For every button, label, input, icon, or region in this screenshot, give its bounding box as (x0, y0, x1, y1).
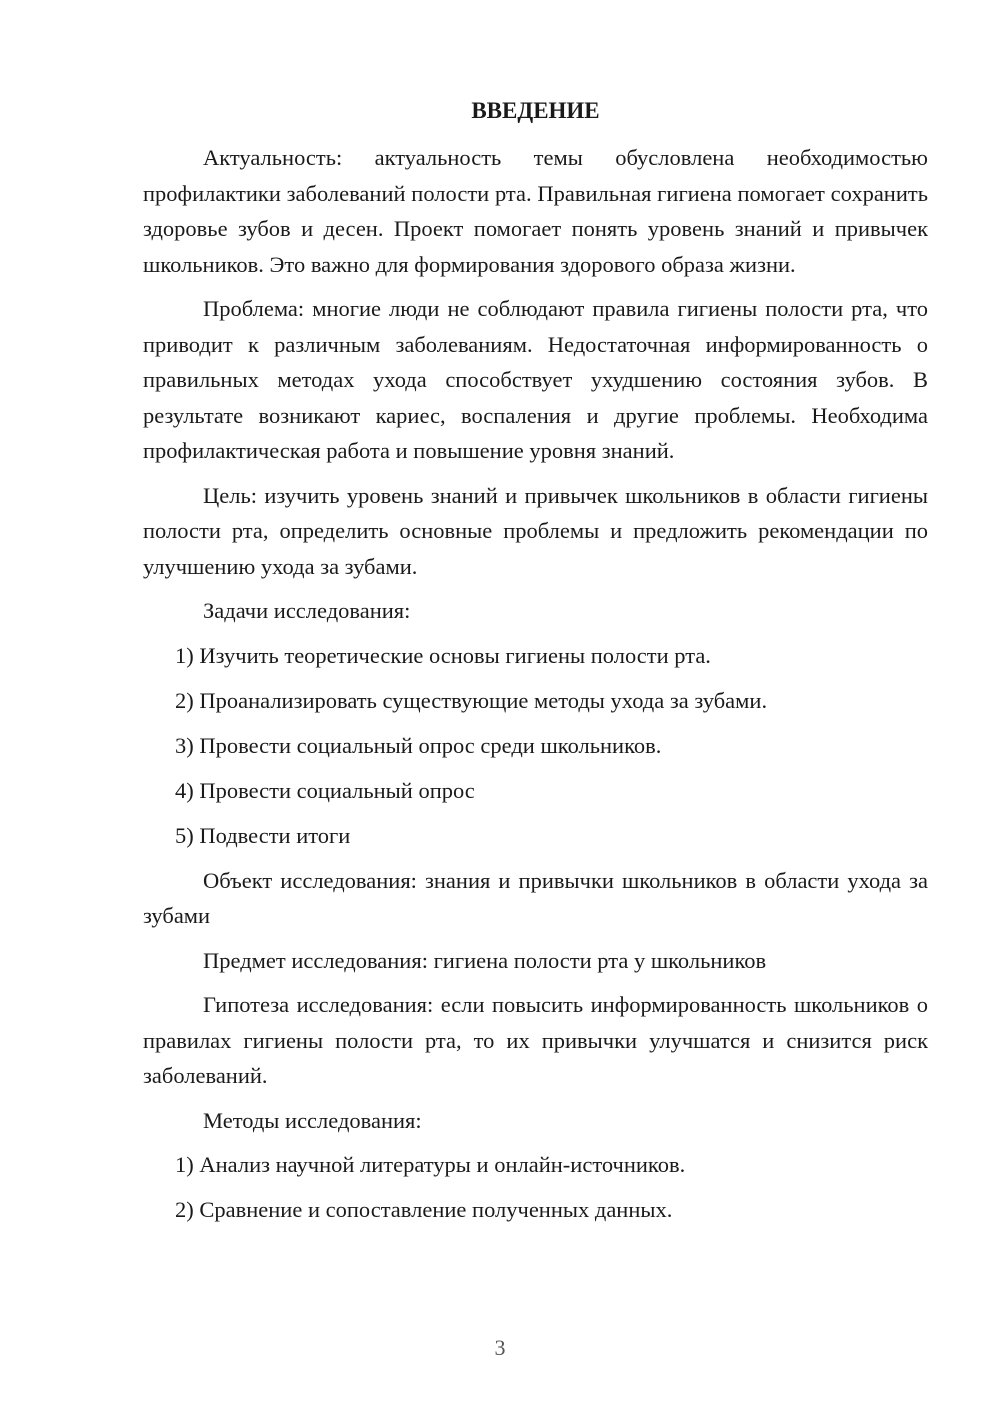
goal-paragraph: Цель: изучить уровень знаний и привычек школьников в области гигиены полости рта, определить основные проблемы и предложить рекомендации по улучшению ухода за зубами. (143, 482, 928, 579)
task-item: 5) Подвести итоги (175, 822, 351, 848)
object-paragraph: Объект исследования: знания и привычки школьников в области ухода за зубами (143, 867, 928, 928)
problem-paragraph: Проблема: многие люди не соблюдают правила гигиены полости рта, что приводит к различным заболеваниям. Недостаточная информированность о правильных методах ухода способствует ухудшению состояния зубов. В результате возникают кариес, воспаления и другие проблемы. Необходима профилактическая работа и повышение уровня знаний. (143, 296, 928, 463)
document-page (143, 93, 928, 1237)
methods-label: Методы исследования: (203, 1107, 422, 1133)
task-item: 2) Проанализировать существующие методы ухода за зубами. (175, 687, 768, 713)
page-number: 3 (494, 1335, 506, 1360)
method-item: 1) Анализ научной литературы и онлайн-источников. (175, 1152, 686, 1177)
task-item: 3) Провести социальный опрос среди школьников. (175, 732, 662, 758)
task-item: 4) Провести социальный опрос (175, 777, 475, 803)
relevance-paragraph: Актуальность: актуальность темы обусловлена необходимостью профилактики заболеваний полости рта. Правильная гигиена помогает сохранить здоровье зубов и десен. Проект помогает понять уровень знаний и привычек школьников. Это важно для формирования здорового образа жизни. (143, 145, 928, 277)
methods-list (143, 1147, 928, 1228)
hypothesis-paragraph: Гипотеза исследования: если повысить информированность школьников о правилах гигиены полости рта, то их привычки улучшатся и снизится риск заболеваний. (143, 992, 928, 1088)
section-title: ВВЕДЕНИЕ (471, 98, 600, 123)
task-item: 1) Изучить теоретические основы гигиены полости рта. (175, 642, 711, 668)
tasks-label: Задачи исследования: (203, 598, 411, 623)
method-item: 2) Сравнение и сопоставление полученных данных. (175, 1197, 673, 1222)
tasks-list (143, 638, 928, 854)
subject-paragraph: Предмет исследования: гигиена полости рта у школьников (203, 947, 767, 973)
